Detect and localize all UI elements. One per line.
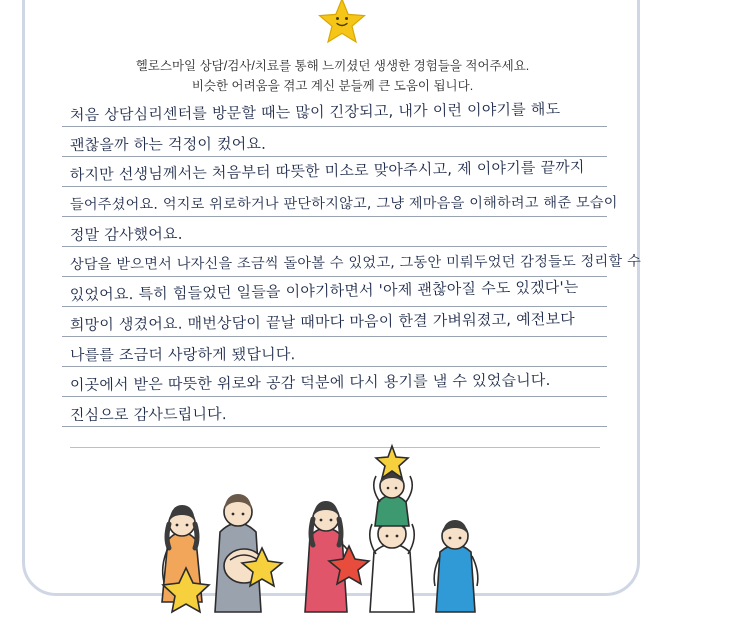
instruction-line-1: 헬로스마일 상담/검사/치료를 통해 느끼셨던 생생한 경험들을 적어주세요. (135, 59, 530, 73)
handwritten-line: 들어주셨어요. 억지로 위로하거나 판단하지않고, 그냥 제마음을 이해하려고 해준 모습이 (69, 195, 618, 213)
instruction-line-2: 비슷한 어려움을 겪고 계신 분들께 큰 도움이 됩니다. (191, 79, 474, 94)
figure-child-on-shoulders (374, 446, 413, 526)
handwritten-line: 이곳에서 받은 따뜻한 위로와 공감 덕분에 다시 용기를 낼 수 있었습니다. (69, 370, 551, 395)
handwriting-area (62, 98, 641, 428)
rule-line (62, 306, 607, 307)
figure-man-with-baby (215, 494, 282, 612)
rule-line (62, 246, 607, 247)
handwritten-line: 처음 상담심리센터를 방문할 때는 많이 긴장되고, 내가 이런 이야기를 해도 (69, 100, 561, 125)
rule-line (62, 396, 607, 397)
instructions (60, 56, 605, 97)
figure-boy-in-blue (434, 520, 478, 612)
handwritten-line: 있었어요. 특히 힘들었던 일들을 이야기하면서 '아제 괜찮아질 수도 있겠다'는 (69, 278, 579, 305)
smiling-star-icon (318, 0, 366, 44)
handwritten-line: 하지만 선생님께서는 처음부터 따뜻한 미소로 맞아주시고, 제 이야기를 끝까지 (69, 157, 585, 185)
figure-woman-holding-star (305, 501, 369, 612)
handwritten-line: 희망이 생겼어요. 매번상담이 끝날 때마다 마음이 한결 가벼워졌고, 예전보다 (69, 309, 576, 335)
handwritten-line: 나를를 조금더 사랑하게 됐답니다. (69, 345, 296, 364)
rule-line (62, 186, 607, 187)
figure-man-carrying-child (370, 516, 415, 612)
family-group-with-stars-illustration (150, 440, 570, 615)
handwritten-line: 상담을 받으면서 나자신을 조금씩 돌아볼 수 있었고, 그동안 미뤄두었던 감정들도 정리할 수 (69, 253, 641, 273)
handwritten-line: 정말 감사했어요. (69, 224, 183, 245)
rule-line (62, 426, 607, 427)
rule-line (62, 366, 607, 367)
rule-line (62, 336, 607, 337)
handwritten-line: 괜찮을까 하는 걱정이 컸어요. (69, 134, 267, 155)
rule-line (62, 216, 607, 217)
rule-line (62, 126, 607, 127)
handwritten-line: 진심으로 감사드립니다. (69, 405, 227, 425)
figure-woman-with-star (162, 505, 209, 612)
